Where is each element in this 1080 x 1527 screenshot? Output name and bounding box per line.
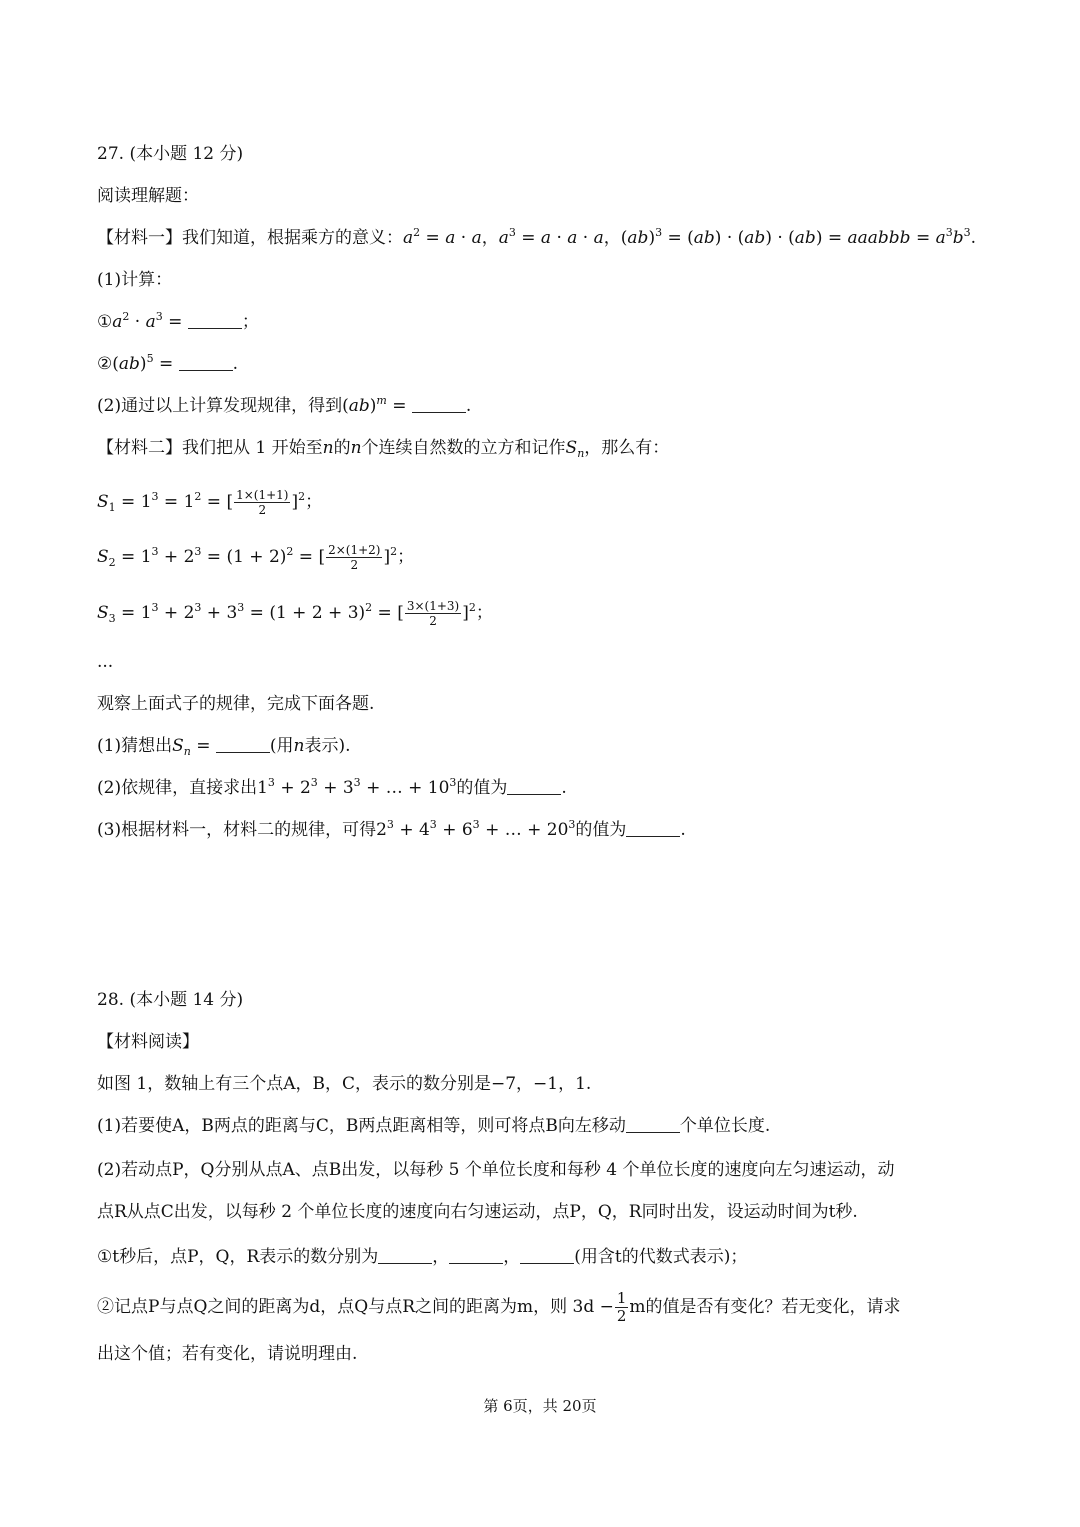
q28-label: 【材料阅读】 — [97, 1032, 199, 1052]
answer-blank — [626, 1116, 680, 1133]
q27-intro: 阅读理解题： — [97, 186, 199, 206]
even-sum-line: (3)根据材料一，材料二的规律，可得$2^3 + 4^3 + 6^3$ + … + $20^3$的值为 . — [97, 818, 686, 840]
q28-sub2-line2: 出这个值；若有变化，请说明理由. — [97, 1344, 358, 1364]
item1-line: $①a^2 \cdot a^3$ = ； — [97, 310, 259, 332]
q28-sub1-text: ①t秒后，点P，Q，R表示的数分别为 — [97, 1247, 379, 1267]
material2-text-c: 个连续自然数的立方和记作 — [361, 438, 566, 458]
q28-part1-text: (1)若要使A，B两点的距离与C，B两点距离相等，则可将点B向左移动 — [97, 1116, 626, 1136]
answer-blank — [412, 396, 466, 413]
material1-lead: 我们知道，根据乘方的意义： — [182, 228, 403, 248]
q28-part1-line — [97, 1114, 770, 1138]
material2-text-d: ，那么有： — [584, 438, 670, 458]
item1-mark: ① — [97, 312, 113, 332]
even-sum-text: (3)根据材料一，材料二的规律，可得 — [97, 820, 377, 840]
observe-text: 观察上面式子的规律，完成下面各题. — [97, 694, 375, 714]
guess-end: 表示). — [304, 736, 351, 756]
answer-blank — [520, 1247, 574, 1264]
sum-value-text: 的值为 — [456, 778, 508, 798]
answer-blank — [626, 820, 680, 837]
ellipsis: ... — [97, 652, 114, 672]
material2-label: 【材料二】 — [97, 438, 182, 458]
part2-line: (2)通过以上计算发现规律，得到(ab)$^m$ = . — [97, 394, 472, 416]
formula-s2: $S_2 = 1^3 + 2^3 = (1 + 2)^2$ = [ $\frac{2\times(1+2)}{2}$ ]$^2$； — [97, 543, 415, 572]
answer-blank — [188, 312, 242, 329]
q28-header: 28. (本小题 14 分) — [97, 990, 244, 1010]
part2-end: . — [465, 396, 472, 416]
material1-label: 【材料一】 — [97, 228, 182, 248]
even-sum-value-text: 的值为 — [575, 820, 627, 840]
answer-blank — [378, 1247, 432, 1264]
part1-label: (1)计算： — [97, 270, 173, 290]
material2-line: 【材料二】我们把从 1 开始至n的n个连续自然数的立方和记作$S_n$，那么有： — [97, 438, 670, 460]
item2-line: ②(ab)$^5$ = . — [97, 352, 239, 374]
formula-s1: $S_1 = 1^3 = 1^2$ = [ $\frac{1\times(1+1)}{2}$ ]$^2$； — [97, 488, 323, 517]
page-footer: 第 6页，共 20页 — [483, 1397, 597, 1415]
material2-text-b: 的 — [333, 438, 351, 458]
q28-sub1-sep1: ， — [432, 1247, 450, 1267]
q28-sub1-line — [97, 1245, 747, 1269]
item1-end: ； — [241, 312, 259, 332]
part2-text: (2)通过以上计算发现规律，得到 — [97, 396, 343, 416]
q28-sub2-line — [97, 1290, 901, 1325]
q28-part2-line2: 点R从点C出发，以每秒 2 个单位长度的速度向右匀速运动，点P，Q，R同时出发，设运动时间为t秒. — [97, 1202, 858, 1222]
sum-line: (2)依规律，直接求出$1^3 + 2^3 + 3^3$ + … + $10^3$的值为 . — [97, 776, 567, 798]
guess-paren: (用 — [269, 736, 294, 756]
q28-sub2-text: ②记点P与点Q之间的距离为d，点Q与点R之间的距离为m，则 3d − — [97, 1297, 614, 1317]
answer-blank — [179, 354, 233, 371]
q28-sub2-end: m的值是否有变化？若无变化，请求 — [629, 1297, 901, 1317]
q28-intro: 如图 1，数轴上有三个点A，B，C，表示的数分别是−7，−1，1. — [97, 1074, 592, 1094]
item2-mark: ② — [97, 354, 113, 374]
material2-text-a: 我们把从 1 开始至 — [182, 438, 323, 458]
formula-s3: $S_3 = 1^3 + 2^3 + 3^3 = (1 + 2 + 3)^2$ = [ $\frac{3\times(1+3)}{2}$ ]$^2$； — [97, 599, 493, 628]
guess-line: (1)猜想出$S_n$ = (用n表示). — [97, 736, 351, 758]
answer-blank — [449, 1247, 503, 1264]
answer-blank — [216, 736, 270, 753]
half-fraction: $\frac{1}{2}$ — [616, 1289, 627, 1325]
q28-sub1-end: (用含t的代数式表示)； — [574, 1247, 748, 1267]
guess-text: (1)猜想出 — [97, 736, 173, 756]
sum-end: . — [561, 778, 567, 798]
even-sum-end: . — [680, 820, 686, 840]
q28-part1-end: 个单位长度. — [679, 1116, 771, 1136]
q28-sub1-sep2: ， — [503, 1247, 521, 1267]
material1-line: 【材料一】我们知道，根据乘方的意义：$a^2 = a \cdot a$，$a^3 = a \cdot a \cdot a$，(ab)$^3$ = (ab) · (ab) · (ab) = aaabbb = $a^3b^3$. — [97, 226, 977, 248]
q28-part2-line1: (2)若动点P，Q分别从点A、点B出发，以每秒 5 个单位长度和每秒 4 个单位长度的速度向左匀速运动，动 — [97, 1160, 895, 1180]
sum-text: (2)依规律，直接求出 — [97, 778, 258, 798]
answer-blank — [507, 778, 561, 795]
q27-header: 27. (本小题 12 分) — [97, 144, 244, 164]
item2-end: . — [232, 354, 239, 374]
